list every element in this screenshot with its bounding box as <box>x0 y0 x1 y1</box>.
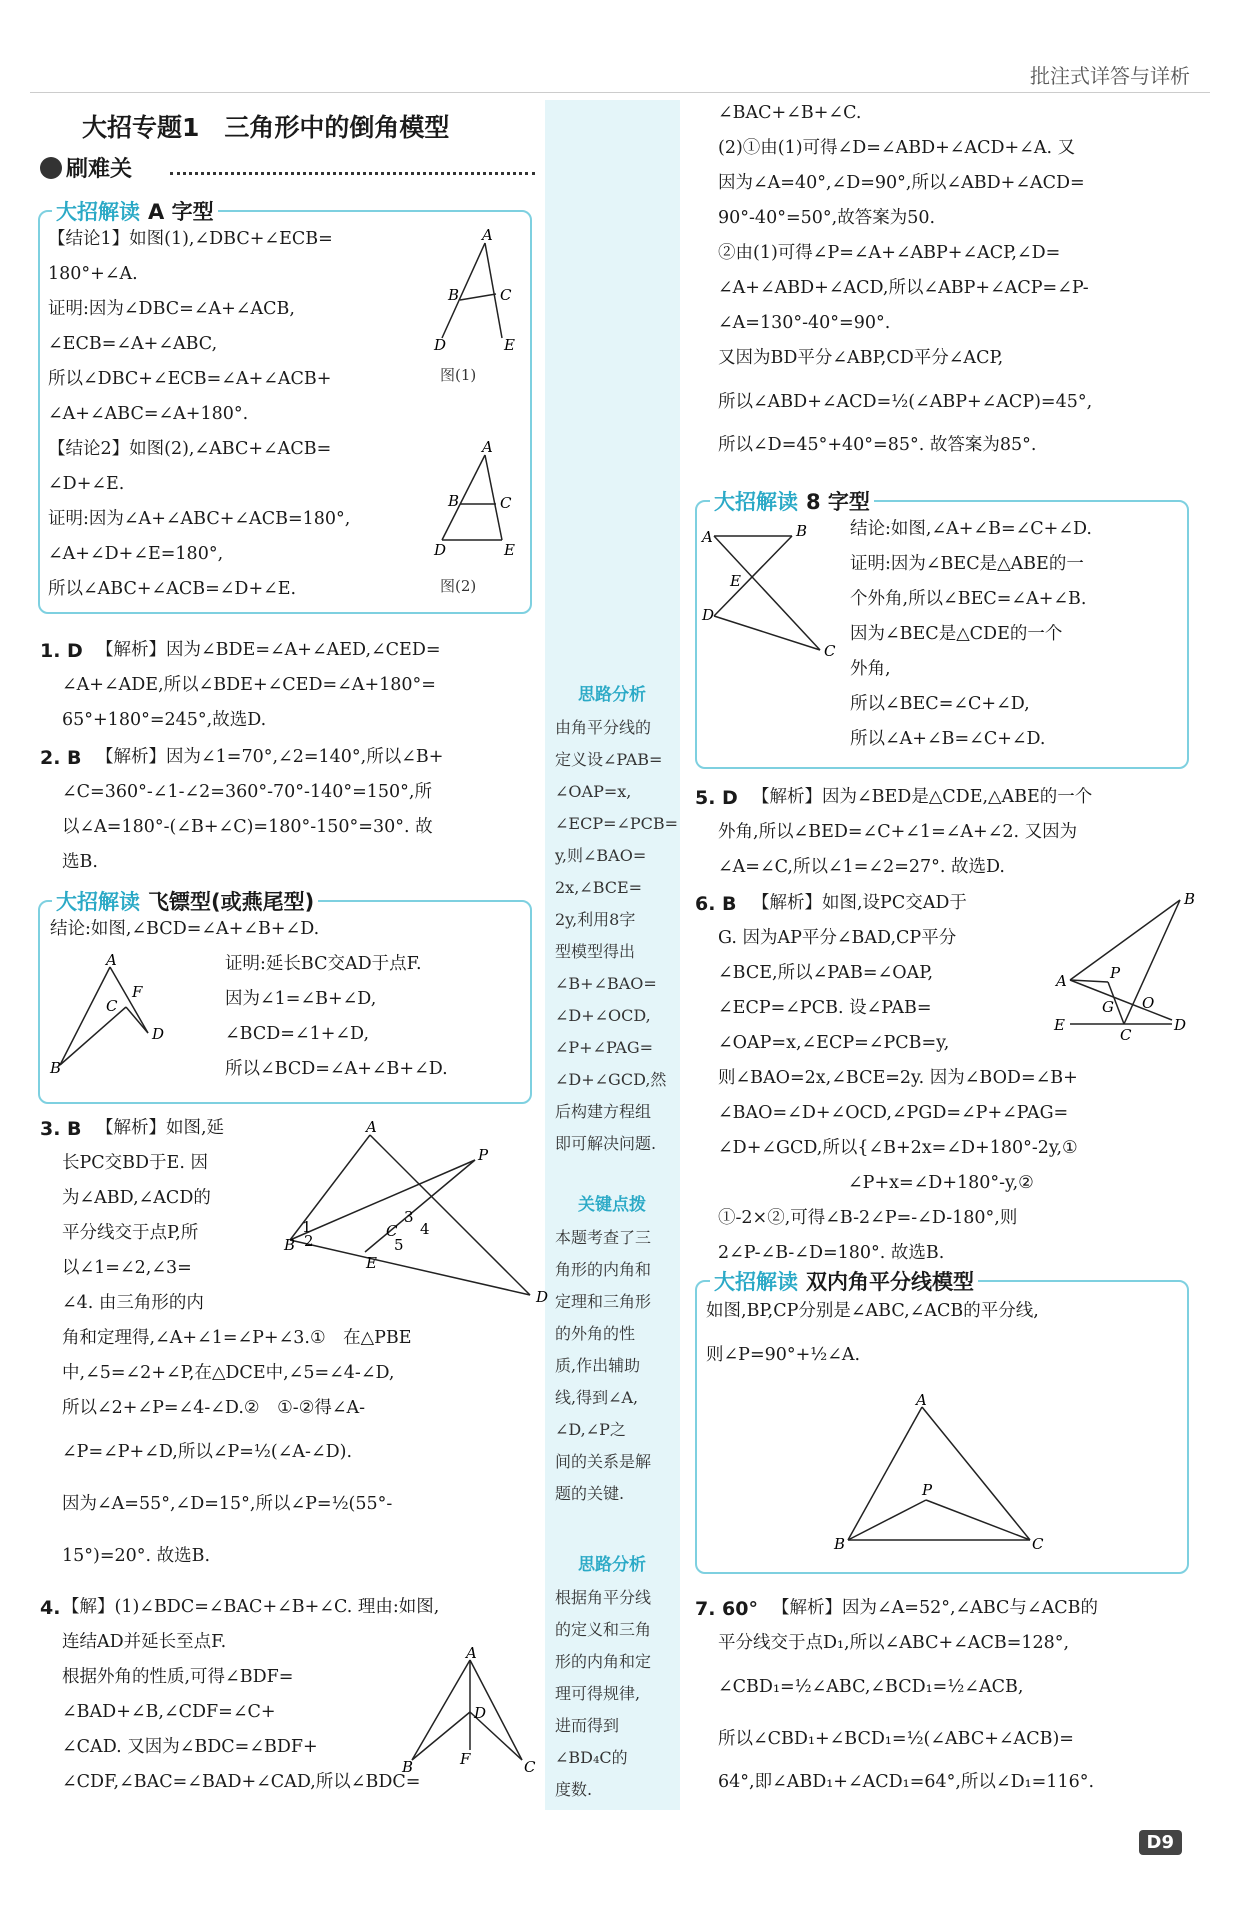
side2-heading: 关键点拨 <box>578 1195 646 1215</box>
svg-text:P: P <box>1110 964 1121 982</box>
svg-text:C: C <box>1120 1026 1132 1044</box>
svg-text:C: C <box>500 286 512 304</box>
box-8-tag: 大招解读 8 字型 <box>710 486 874 516</box>
svg-text:C: C <box>824 642 836 660</box>
q6-number: 6. B <box>695 893 737 915</box>
figure-2 <box>430 440 525 570</box>
q3-number: 3. B <box>40 1118 82 1140</box>
svg-text:A: A <box>482 226 493 244</box>
svg-text:1: 1 <box>302 1218 312 1236</box>
box-bisector-text: 如图,BP,CP分别是∠ABC,∠ACB的平分线, 则∠P=90°+½∠A. <box>706 1301 1039 1365</box>
q7-text: 【解析】因为∠A=52°,∠ABC与∠ACB的 平分线交于点D₁,所以∠ABC+∠ACB=128°, ∠CBD₁=½∠ABC,∠BCD₁=½∠ACB, 所以∠CBD₁+∠BCD₁=½(∠ABC+∠ACB)= 64°,即∠ABD₁+∠ACD₁=64°,所以∠D₁=116°. <box>718 1598 1098 1792</box>
svg-text:A: A <box>482 438 493 456</box>
figure-1-caption: 图(1) <box>440 366 477 384</box>
svg-text:A: A <box>366 1118 377 1136</box>
svg-text:G: G <box>1102 998 1114 1016</box>
q5-number: 5. D <box>695 787 738 809</box>
svg-text:D: D <box>152 1025 165 1043</box>
svg-text:B: B <box>796 522 808 540</box>
page-number: D9 <box>1139 1830 1182 1855</box>
svg-text:3: 3 <box>404 1208 414 1226</box>
header-divider <box>30 92 1210 93</box>
svg-text:A: A <box>1056 972 1067 990</box>
box-a-text: 【结论1】如图(1),∠DBC+∠ECB= 180°+∠A. 证明:因为∠DBC=∠A+∠ACB, ∠ECB=∠A+∠ABC, 所以∠DBC+∠ECB=∠A+∠ACB+ ∠A+∠ABC=∠A+180°. 【结论2】如图(2),∠ABC+∠ACB= ∠D+∠E. 证明:因为∠A+∠ABC+∠ACB=180°, ∠A+∠D+∠E=180°, 所以∠ABC+∠ACB=∠D+∠E. <box>48 229 351 599</box>
box-dart-tag: 大招解读 飞镖型(或燕尾型) <box>52 886 318 916</box>
svg-text:E: E <box>504 336 515 354</box>
page-title: 大招专题1 三角形中的倒角模型 <box>82 113 450 142</box>
dart-figure <box>48 951 178 1085</box>
q5-text: 【解析】因为∠BED是△CDE,△ABE的一个 外角,所以∠BED=∠C+∠1=∠A+∠2. 又因为 ∠A=∠C,所以∠1=∠2=27°. 故选D. <box>718 787 1093 877</box>
section-divider <box>170 172 535 175</box>
q7-number: 7. 60° <box>695 1598 758 1620</box>
svg-text:F: F <box>132 983 143 1001</box>
header-label: 批注式详答与详析 <box>1030 64 1190 88</box>
q4-figure <box>400 1644 540 1780</box>
svg-text:D: D <box>434 336 447 354</box>
svg-text:2: 2 <box>304 1232 314 1250</box>
svg-text:F: F <box>460 1750 471 1768</box>
svg-text:C: C <box>500 494 512 512</box>
svg-text:P: P <box>922 1481 933 1499</box>
box-dart-conclusion: 结论:如图,∠BCD=∠A+∠B+∠D. <box>50 919 320 939</box>
svg-text:B: B <box>1184 890 1196 908</box>
svg-text:D: D <box>474 1704 487 1722</box>
q6-text: 【解析】如图,设PC交AD于 G. 因为AP平分∠BAD,CP平分 ∠BCE,所以∠PAB=∠OAP, ∠ECP=∠PCB. 设∠PAB= ∠OAP=x,∠ECP=∠PCB=y, 则∠BAO=2x,∠BCE=2y. 因为∠BOD=∠B+ ∠BAO=∠D+∠OCD,∠PGD=∠P+∠PAG= ∠D+∠GCD,所以{∠B+2x=∠D+180°-2y,① ∠P+x=∠D+180°-y,② ①-2×②,可得∠B-2∠P=-∠D-180°,则 2∠P-∠B-∠D=180°. 故选B. <box>718 893 1078 1263</box>
svg-text:A: A <box>466 1644 477 1662</box>
svg-text:C: C <box>1032 1535 1044 1553</box>
svg-text:B: B <box>284 1236 296 1254</box>
svg-text:O: O <box>1142 994 1155 1012</box>
svg-text:4: 4 <box>420 1220 430 1238</box>
svg-text:B: B <box>834 1535 846 1553</box>
svg-text:D: D <box>702 606 715 624</box>
svg-text:C: C <box>106 997 118 1015</box>
svg-text:D: D <box>536 1288 549 1306</box>
book-icon <box>40 157 62 179</box>
svg-text:5: 5 <box>394 1236 404 1254</box>
svg-text:D: D <box>434 541 447 559</box>
svg-text:D: D <box>1174 1016 1187 1034</box>
box-bisector-tag: 大招解读 双内角平分线模型 <box>710 1266 978 1296</box>
q2-number: 2. B <box>40 747 82 769</box>
svg-text:A: A <box>106 951 117 969</box>
svg-text:P: P <box>478 1146 489 1164</box>
q1-text: 【解析】因为∠BDE=∠A+∠AED,∠CED= ∠A+∠ADE,所以∠BDE+∠CED=∠A+180°= 65°+180°=245°,故选D. <box>62 640 441 730</box>
q2-text: 【解析】因为∠1=70°,∠2=140°,所以∠B+ ∠C=360°-∠1-∠2=360°-70°-140°=150°,所 以∠A=180°-(∠B+∠C)=180°-150°=30°. 故 选B. <box>62 747 444 872</box>
svg-text:C: C <box>524 1758 536 1776</box>
side2-text: 本题考查了三 角形的内角和 定理和三角形 的外角的性 质,作出辅助 线,得到∠A, ∠D,∠P之 间的关系是解 题的关键. <box>555 1228 652 1503</box>
side1-text: 由角平分线的 定义设∠PAB= ∠OAP=x, ∠ECP=∠PCB= y,则∠BAO= 2x,∠BCE= 2y,利用8字 型模型得出 ∠B+∠BAO= ∠D+∠OCD, ∠P+∠PAG= ∠D+∠GCD,然 后构建方程组 即可解决问题. <box>555 718 679 1153</box>
svg-text:E: E <box>1054 1016 1065 1034</box>
box-8-text: 结论:如图,∠A+∠B=∠C+∠D. 证明:因为∠BEC是△ABE的一 个外角,所以∠BEC=∠A+∠B. 因为∠BEC是△CDE的一个 外角, 所以∠BEC=∠C+∠D, 所以∠A+∠B=∠C+∠D. <box>850 519 1092 749</box>
q4-continued-text: ∠BAC+∠B+∠C. (2)①由(1)可得∠D=∠ABD+∠ACD+∠A. 又 因为∠A=40°,∠D=90°,所以∠ABD+∠ACD= 90°-40°=50°,故答案为50. ②由(1)可得∠P=∠A+∠ABP+∠ACP,∠D= ∠A+∠ABD+∠ACD,所以∠ABP+∠ACP=∠P- ∠A=130°-40°=90°. 又因为BD平分∠ABP,CD平分∠ACP, 所以∠ABD+∠ACD=½(∠ABP+∠ACP)=45°, 所以∠D=45°+40°=85°. 故答案为85°. <box>718 103 1093 455</box>
svg-text:B: B <box>50 1059 62 1077</box>
svg-text:E: E <box>730 572 741 590</box>
bisector-figure <box>830 1391 1050 1555</box>
section-label: 刷难关 <box>40 152 132 183</box>
q1-number: 1. D <box>40 640 83 662</box>
q3-text: 【解析】如图,延 长PC交BD于E. 因 为∠ABD,∠ACD的 平分线交于点P,所 以∠1=∠2,∠3= ∠4. 由三角形的内 角和定理得,∠A+∠1=∠P+∠3.① 在△PBE 中,∠5=∠2+∠P,在△DCE中,∠5=∠4-∠D, 所以∠2+∠P=∠4-∠D.② ①-②得∠A- ∠P=∠P+∠D,所以∠P=½(∠A-∠D). 因为∠A=55°,∠D=15°,所以∠P=½(55°- 15°)=20°. 故选B. <box>62 1118 412 1566</box>
svg-text:A: A <box>702 528 713 546</box>
box-dart-proof: 证明:延长BC交AD于点F. 因为∠1=∠B+∠D, ∠BCD=∠1+∠D, 所以∠BCD=∠A+∠B+∠D. <box>225 954 448 1079</box>
svg-text:B: B <box>448 492 460 510</box>
svg-text:E: E <box>504 541 515 559</box>
q4-number: 4. <box>40 1597 61 1619</box>
figure-2-caption: 图(2) <box>440 577 477 595</box>
q3-figure <box>280 1118 549 1320</box>
figure-8 <box>700 520 840 670</box>
q4-text: 【解】(1)∠BDC=∠BAC+∠B+∠C. 理由:如图, 连结AD并延长至点F. 根据外角的性质,可得∠BDF= ∠BAD+∠B,∠CDF=∠C+ ∠CAD. 又因为∠BDC=∠BDF+ ∠CDF,∠BAC=∠BAD+∠CAD,所以∠BDC= <box>62 1597 440 1792</box>
side3-text: 根据角平分线 的定义和三角 形的内角和定 理可得规律, 进而得到 ∠BD₄C的 度数. <box>555 1588 652 1799</box>
figure-1 <box>430 228 525 378</box>
svg-text:E: E <box>366 1254 377 1272</box>
q6-figure <box>1050 890 1195 1050</box>
svg-text:B: B <box>448 286 460 304</box>
svg-text:B: B <box>402 1758 414 1776</box>
svg-text:A: A <box>916 1391 927 1409</box>
box-a-tag: 大招解读 A 字型 <box>52 196 218 226</box>
side1-heading: 思路分析 <box>578 685 646 705</box>
side3-heading: 思路分析 <box>578 1555 646 1575</box>
svg-text:C: C <box>386 1222 398 1240</box>
